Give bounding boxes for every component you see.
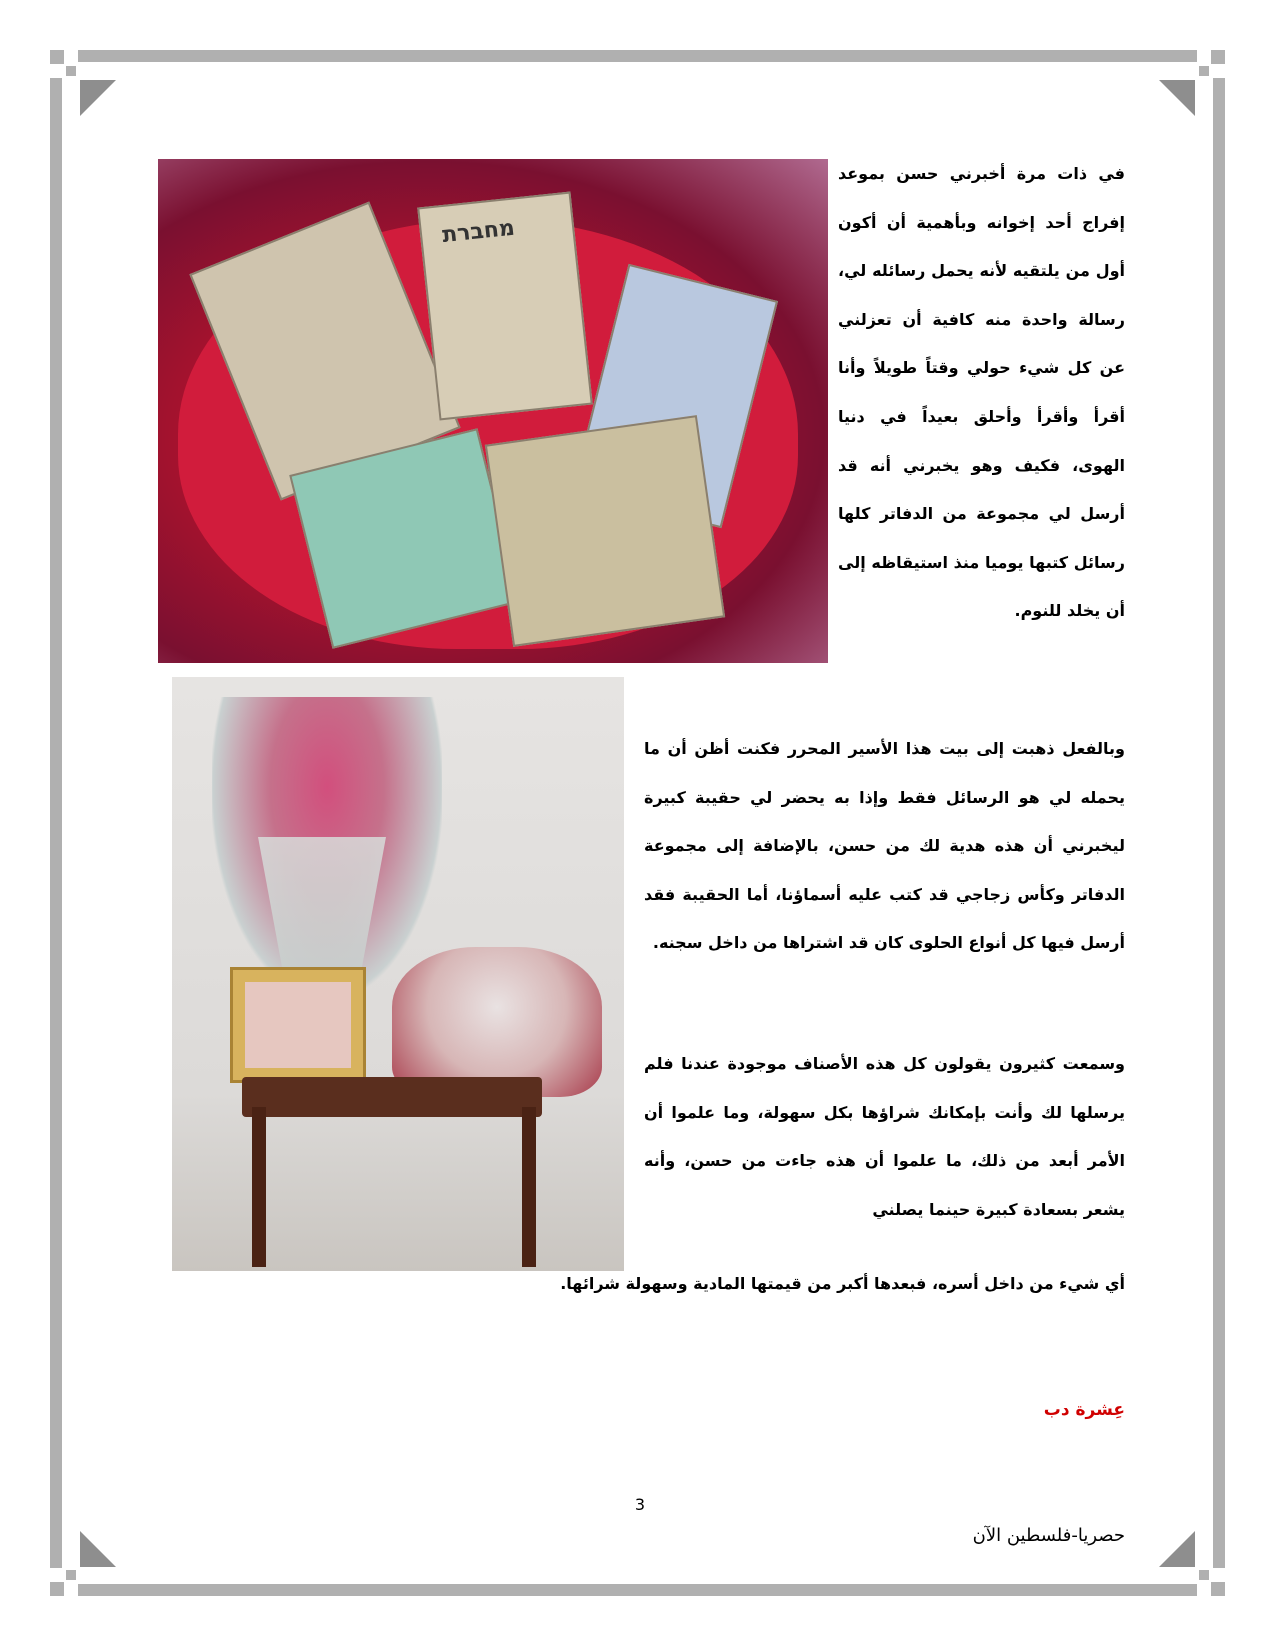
- table-leg: [522, 1107, 536, 1267]
- frame-right-border: [1213, 78, 1225, 1568]
- gifts-photo: [172, 677, 624, 1271]
- footer-source: حصريا-فلسطين الآن: [972, 1525, 1125, 1546]
- article-paragraph: وسمعت كثيرون يقولون كل هذه الأصناف موجودة عندنا فلم يرسلها لك وأنت بإمكانك شراؤها بكل سهولة، وما علموا أن الأمر أبعد من ذلك، ما علموا أن هذه جاءت من حسن، وأنه يشعر بسعادة كبيرة حينما يصلني: [644, 1054, 1125, 1219]
- notebook-title: מחברת: [440, 215, 516, 249]
- frame-corner-square: [1211, 50, 1225, 64]
- frame-corner-square: [1199, 66, 1209, 76]
- article-paragraph: في ذات مرة أخبرني حسن بموعد إفراج أحد إخوانه وبأهمية أن أكون أول من يلتقيه لأنه يحمل رسائله لي، رسالة واحدة منه كافية أن تعزلني عن كل شيء حولي وقتاً طويلاً وأنا أقرأ وأقرأ وأحلق بعيداً في دنيا الهوى، فكيف وهو يخبرني أنه قد أرسل لي مجموعة من الدفاتر كلها رسائل كتبها يوميا منذ استيقاظه إلى أن يخلد للنوم.: [838, 164, 1125, 621]
- article-paragraph: أي شيء من داخل أسره، فبعدها أكبر من قيمتها المادية وسهولة شرائها.: [560, 1274, 1125, 1293]
- picture-frame: [230, 967, 366, 1083]
- frame-left-border: [50, 78, 62, 1568]
- wooden-table: [242, 1077, 542, 1117]
- corner-triangle-icon: [1159, 80, 1195, 116]
- notebooks-photo: [158, 159, 828, 663]
- notebook: [417, 192, 593, 421]
- notebook: [485, 415, 725, 647]
- corner-triangle-icon: [80, 80, 116, 116]
- corner-triangle-icon: [1159, 1531, 1195, 1567]
- frame-bottom-border: [78, 1584, 1197, 1596]
- frame-corner-square: [50, 1582, 64, 1596]
- frame-top-border: [78, 50, 1197, 62]
- frame-corner-square: [1211, 1582, 1225, 1596]
- frame-corner-square: [66, 66, 76, 76]
- page-number: 3: [634, 1495, 646, 1514]
- article-paragraph: وبالفعل ذهبت إلى بيت هذا الأسير المحرر فكنت أظن أن ما يحمله لي هو الرسائل فقط وإذا به يحضر لي حقيبة كبيرة ليخبرني أن هذه هدية لك من حسن، بالإضافة إلى مجموعة الدفاتر وكأس زجاجي قد كتب عليه أسماؤنا، أما الحقيبة فقد أرسل فيها كل أنواع الحلوى كان قد اشتراها من داخل سجنه.: [644, 739, 1125, 953]
- author-name: عِشرة دب: [1043, 1400, 1125, 1420]
- frame-corner-square: [66, 1570, 76, 1580]
- sweets-basket: [392, 947, 602, 1097]
- frame-corner-square: [1199, 1570, 1209, 1580]
- table-leg: [252, 1107, 266, 1267]
- frame-corner-square: [50, 50, 64, 64]
- corner-triangle-icon: [80, 1531, 116, 1567]
